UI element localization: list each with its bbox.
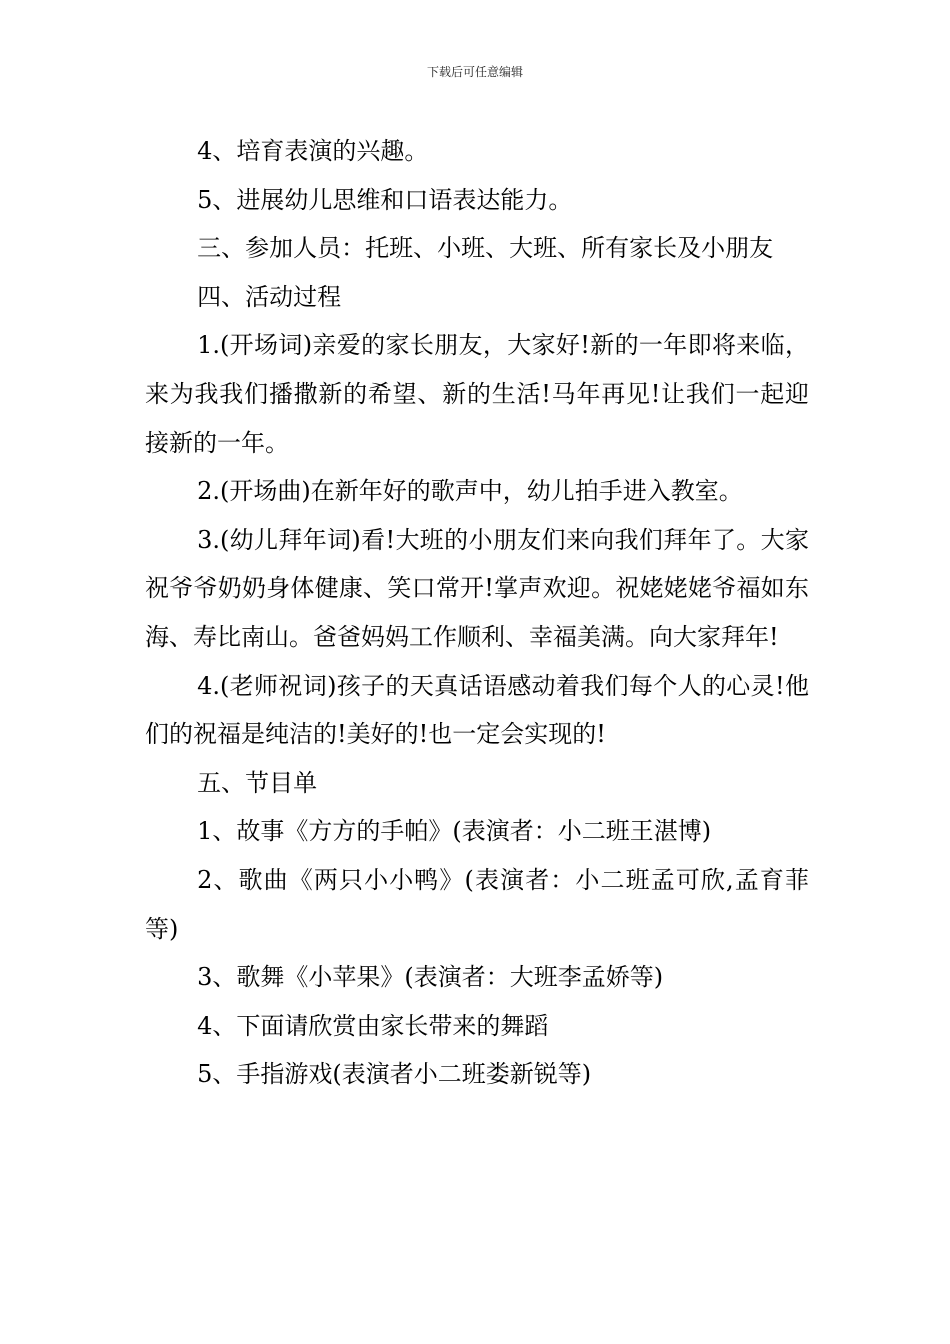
program-item-4: 4、下面请欣赏由家长带来的舞蹈 (197, 1011, 549, 1040)
section-heading-process: 四、活动过程 (197, 282, 342, 311)
program-item-1: 1、故事《方方的手帕》(表演者：小二班王湛博) (197, 817, 712, 846)
program-item-5: 5、手指游戏(表演者小二班娄新锐等) (197, 1060, 592, 1089)
paragraph-opening-speech: 1.(开场词)亲爱的家长朋友，大家好!新的一年即将来临，来为我我们播撒新的希望、新的生活!马年再见!让我们一起迎接新的一年。 (145, 331, 809, 457)
program-item-2: 2、歌曲《两只小小鸭》(表演者：小二班孟可欣,孟育菲等) (145, 865, 809, 943)
paragraph-participants: 三、参加人员：托班、小班、大班、所有家长及小朋友 (197, 234, 774, 263)
paragraph-opening-song: 2.(开场曲)在新年好的歌声中，幼儿拍手进入教室。 (197, 477, 743, 506)
document-body (145, 127, 809, 1099)
paragraph-children-greeting: 3.(幼儿拜年词)看!大班的小朋友们来向我们拜年了。大家祝爷爷奶奶身体健康、笑口常开!掌声欢迎。祝姥姥姥爷福如东海、寿比南山。爸爸妈妈工作顺利、幸福美满。向大家拜年! (145, 525, 809, 651)
paragraph-teacher-blessing: 4.(老师祝词)孩子的天真话语感动着我们每个人的心灵!他们的祝福是纯洁的!美好的!也一定会实现的! (145, 671, 809, 749)
page-header-note: 下载后可任意编辑 (426, 65, 523, 79)
program-item-3: 3、歌舞《小苹果》(表演者：大班李孟娇等) (197, 963, 664, 992)
paragraph-goal-5: 5、进展幼儿思维和口语表达能力。 (197, 185, 573, 214)
paragraph-goal-4: 4、培育表演的兴趣。 (197, 137, 429, 165)
section-heading-program: 五、节目单 (197, 768, 318, 797)
